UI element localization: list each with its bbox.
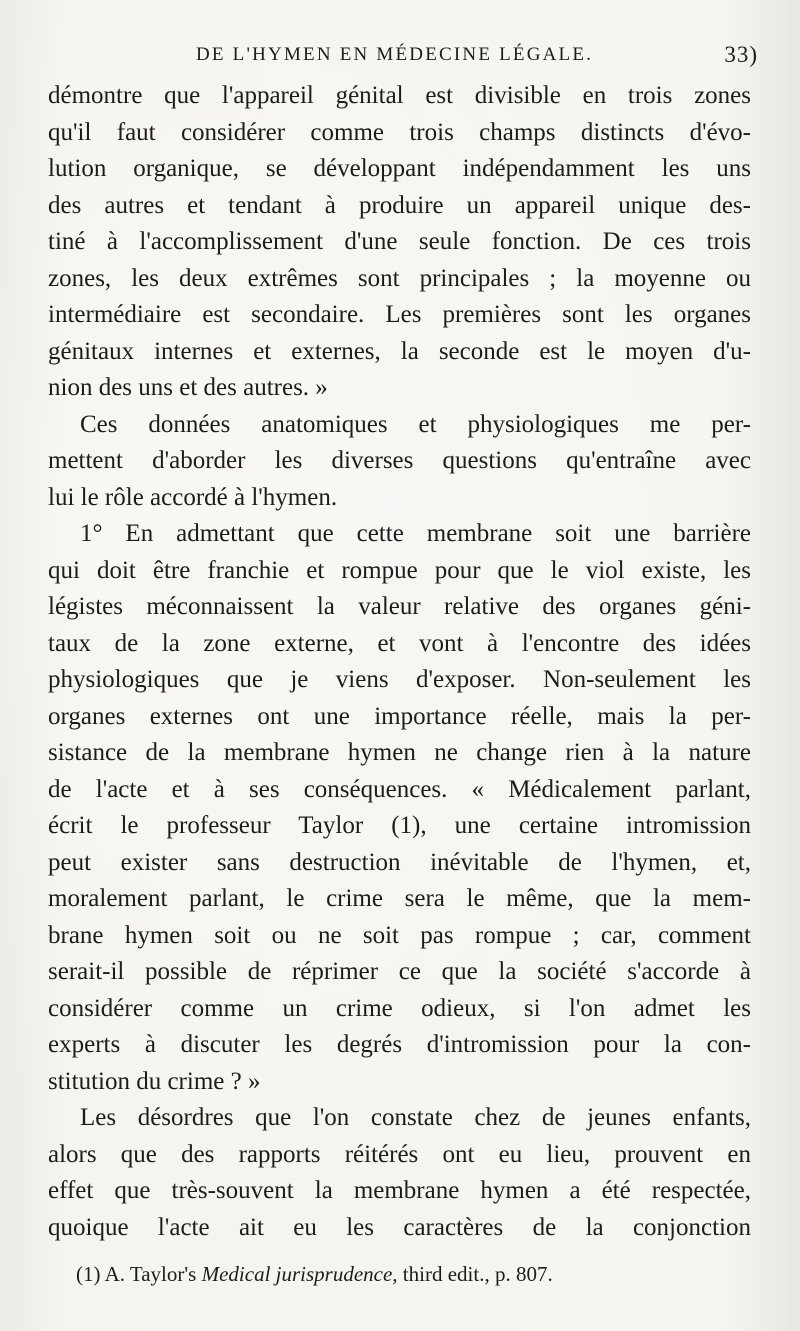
- text-line: des autres et tendant à produire un appareil unique des-: [48, 191, 751, 219]
- text-line: écrit le professeur Taylor (1), une certaine intromission: [48, 812, 751, 839]
- text-line: stitution du crime ? »: [48, 1067, 261, 1095]
- text-line: sistance de la membrane hymen ne change rien à la nature: [48, 739, 751, 766]
- text-line: de l'acte et à ses conséquences. « Médicalement parlant,: [48, 775, 751, 803]
- text-line: Les désordres que l'on constate chez de jeunes enfants,: [80, 1104, 751, 1131]
- text-line: mettent d'aborder les diverses questions qu'entraîne avec: [48, 447, 751, 474]
- text-line: zones, les deux extrêmes sont principales ; la moyenne ou: [48, 264, 751, 292]
- text-line: tiné à l'accomplissement d'une seule fonction. De ces trois: [48, 228, 751, 255]
- footnote-title: Medical jurisprudence,: [201, 1262, 398, 1286]
- text-line: Ces données anatomiques et physiologiques me per-: [80, 410, 751, 438]
- running-header: [70, 44, 770, 74]
- text-line: peut exister sans destruction inévitable de l'hymen, et,: [48, 848, 751, 876]
- text-line: considérer comme un crime odieux, si l'on admet les: [48, 994, 751, 1022]
- text-line: serait-il possible de réprimer ce que la société s'accorde à: [48, 958, 751, 985]
- text-line: effet que très-souvent la membrane hymen a été respectée,: [48, 1177, 751, 1204]
- page-number: 33): [724, 42, 758, 67]
- footnote: [76, 1262, 553, 1287]
- text-line: démontre que l'appareil génital est divisible en trois zones: [48, 82, 751, 109]
- text-line: lui le rôle accordé à l'hymen.: [48, 483, 338, 511]
- footnote-marker: (1) A. Taylor's: [76, 1262, 202, 1286]
- text-line: lution organique, se développant indépendamment les uns: [48, 155, 751, 182]
- text-line: brane hymen soit ou ne soit pas rompue ; car, comment: [48, 921, 751, 949]
- text-line: intermédiaire est secondaire. Les premières sont les organes: [48, 301, 751, 328]
- body-text: [48, 78, 751, 1246]
- text-line: quoique l'acte ait eu les caractères de la conjonction: [48, 1213, 751, 1241]
- footnote-rest: third edit., p. 807.: [397, 1262, 553, 1286]
- text-line: légistes méconnaissent la valeur relative des organes géni-: [48, 593, 751, 620]
- text-line: taux de la zone externe, et vont à l'encontre des idées: [48, 629, 751, 657]
- text-line: organes externes ont une importance réelle, mais la per-: [48, 702, 751, 730]
- text-line: qui doit être franchie et rompue pour que le viol existe, les: [48, 556, 751, 584]
- text-line: 1° En admettant que cette membrane soit une barrière: [80, 520, 751, 547]
- running-title: DE L'HYMEN EN MÉDECINE LÉGALE.: [196, 44, 594, 65]
- text-line: qu'il faut considérer comme trois champs distincts d'évo-: [48, 118, 751, 146]
- text-line: moralement parlant, le crime sera le même, que la mem-: [48, 885, 751, 912]
- text-line: alors que des rapports réitérés ont eu lieu, prouvent en: [48, 1140, 751, 1168]
- text-line: génitaux internes et externes, la seconde est le moyen d'u-: [48, 337, 751, 365]
- text-line: physiologiques que je viens d'exposer. Non-seulement les: [48, 666, 751, 693]
- text-line: experts à discuter les degrés d'intromission pour la con-: [48, 1031, 751, 1058]
- text-line: nion des uns et des autres. »: [48, 374, 328, 401]
